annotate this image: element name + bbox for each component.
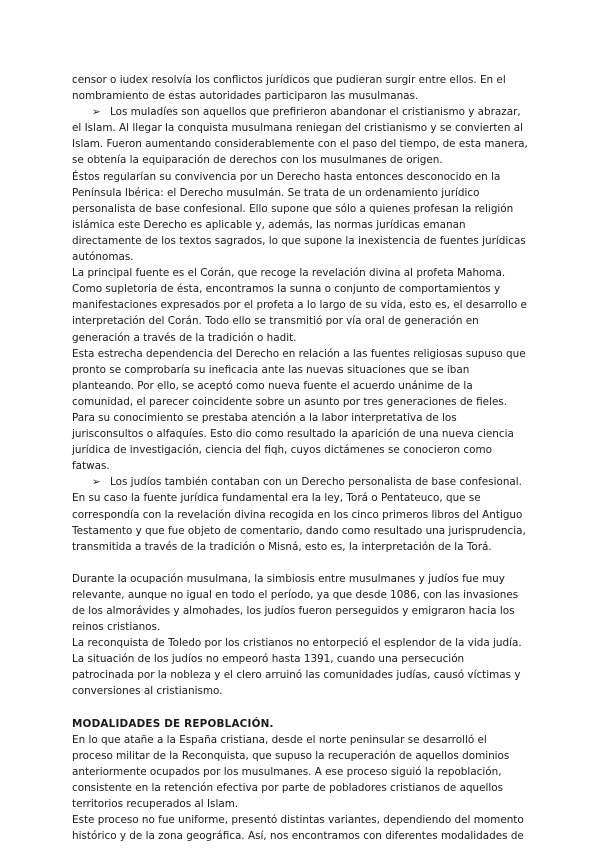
paragraph-dependencia: Esta estrecha dependencia del Derecho en relación a las fuentes religiosas supuso que pronto se comprobaría su ineficacia ante las nuevas situaciones que se iban planteando. Por ello, se aceptó como nueva fuente el acuerdo unánime de la comunidad, el parecer coincidente sobre un asunto por tres generaciones de fieles. Para su conocimiento se prestaba atención a la labor interpretativa de los jurisconsultos o alfaquíes. Esto dio como resultado la aparición de una nueva ciencia jurídica de investigación, ciencia del fiqh, cuyos dictámenes se conocieron como fatwas.: [72, 347, 526, 473]
bullet-item-muladies: [72, 104, 528, 168]
section-heading: MODALIDADES DE REPOBLACIÓN.: [72, 717, 274, 730]
bullet-text: Los judíos también contaban con un Derecho personalista de base confesional. En su caso la fuente jurídica fundamental era la ley, Torá o Pentateuco, que se correspondía con la revelación divina recogida en los cinco primeros libros del Antiguo Testamento y que fue objeto de comentario, dando como resultado una jurisprudencia, transmitida a través de la tradición o Misná, esto es, la interpretación de la Torá.: [72, 476, 526, 553]
spacer: [72, 700, 528, 716]
bullet-arrow-icon: ➢: [92, 476, 101, 489]
paragraph-reconquista: En lo que atañe a la España cristiana, desde el norte peninsular se desarrolló el proceso militar de la Reconquista, que supuso la recuperación de aquellos dominios anteriormente ocupados por los musulmanes. A ese proceso siguió la repoblación, consistente en la retención efectiva por parte de pobladores cristianos de aquellos territorios recuperados al Islam.: [72, 733, 510, 811]
bullet-arrow-icon: ➢: [92, 106, 101, 119]
bullet-item-judios: [72, 474, 528, 554]
paragraph-coran: La principal fuente es el Corán, que recoge la revelación divina al profeta Mahoma. Como supletoria de ésta, encontramos la sunna o conjunto de comportamientos y manifestaciones expresados por el profeta a lo largo de su vida, esto es, el desarrollo e interpretación del Corán. Todo ello se transmitió por vía oral de generación en generación a través de la tradición o hadit.: [72, 267, 527, 344]
document-body: [72, 72, 528, 844]
paragraph-toledo: La reconquista de Toledo por los cristianos no entorpeció el esplendor de la vida judía. La situación de los judíos no empeoró hasta 1391, cuando una persecución patrocinada por la nobleza y el clero arruinó las comunidades judías, causó víctimas y conversiones al cristianismo.: [72, 637, 522, 698]
spacer: [72, 555, 528, 571]
bullet-text: Los muladíes son aquellos que prefirieron abandonar el cristianismo y abrazar, el Islam. Al llegar la conquista musulmana reniegan del cristianismo y se convierten al Islam. Fueron aumentando considerablemente con el paso del tiempo, de esta manera, se obtenía la equiparación de derechos con los musulmanes de origen.: [72, 106, 528, 167]
paragraph-ocupacion: Durante la ocupación musulmana, la simbiosis entre musulmanes y judíos fue muy relevante, aunque no igual en todo el período, ya que desde 1086, con las invasiones de los almorávides y almohades, los judíos fueron perseguidos y emigraron hacia los reinos cristianos.: [72, 572, 519, 634]
paragraph-intro: censor o iudex resolvía los conflictos jurídicos que pudieran surgir entre ellos. En el nombramiento de estas autoridades participaron las musulmanas.: [72, 74, 506, 103]
paragraph-proceso: Este proceso no fue uniforme, presentó distintas variantes, dependiendo del momento histórico y de la zona geográfica. Así, nos encontramos con diferentes modalidades de: [72, 814, 524, 843]
paragraph-derecho-musulman: Éstos regularían su convivencia por un Derecho hasta entonces desconocido en la Península Ibérica: el Derecho musulmán. Se trata de un ordenamiento jurídico personalista de base confesional. Ello supone que sólo a quienes profesan la religión islámica este Derecho es aplicable y, además, las normas jurídicas emanan directamente de los textos sagrados, lo que supone la inexistencia de fuentes jurídicas autónomas.: [72, 170, 526, 264]
